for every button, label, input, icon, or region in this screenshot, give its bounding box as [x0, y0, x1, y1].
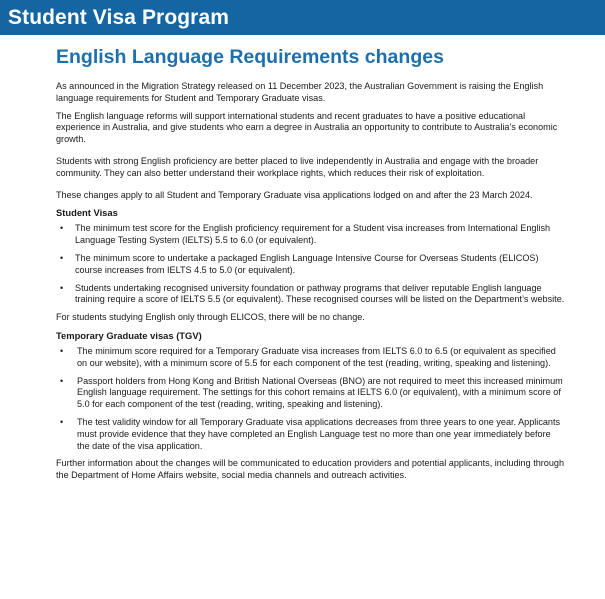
intro-paragraph-2: The English language reforms will support international students and recent graduates to have a positive educational experience in Australia, and give students who earn a degree in Australia an opportunity to contribute to Australia’s economic growth. [56, 110, 558, 145]
list-item [56, 346, 565, 370]
list-item [56, 376, 565, 411]
intro-paragraph-1: As announced in the Migration Strategy released on 11 December 2023, the Australian Government is raising the English language requirements for Student and Temporary Graduate visas. [56, 81, 544, 103]
list-item-text: The test validity window for all Temporary Graduate visa applications decreases from three years to one year. Applicants must provide evidence that they have completed an English Language test no more than one year immediately before the date of the visa application. [77, 416, 561, 451]
banner-title: Student Visa Program [8, 5, 230, 29]
bullet-icon: • [60, 416, 64, 427]
bullet-icon: • [60, 375, 64, 386]
list-item [56, 253, 565, 277]
footer-paragraph: Further information about the changes will be communicated to education providers and potential applicants, including through the Department of Home Affairs website, social media channels and outreach activities. [56, 458, 565, 481]
tgv-heading: Temporary Graduate visas (TGV) [56, 329, 202, 341]
intro-paragraph-4: These changes apply to all Student and Temporary Graduate visa applications lodged on and after the 23 March 2024. [56, 189, 533, 200]
student-visas-list [56, 223, 565, 306]
list-item [56, 283, 565, 307]
bullet-icon: • [60, 223, 64, 234]
document-body [0, 46, 605, 482]
bullet-icon: • [60, 345, 64, 356]
student-visas-heading: Student Visas [56, 207, 118, 219]
header-banner [0, 0, 605, 35]
tgv-list [56, 346, 565, 452]
intro-paragraph-3: Students with strong English proficiency are better placed to live independently in Australia and engage with the broader community. They can also better understand their workplace rights, which reduces their risk of exploitation. [56, 155, 539, 178]
elicos-note: For students studying English only through ELICOS, there will be no change. [56, 312, 365, 323]
page-title: English Language Requirements changes [56, 46, 444, 68]
list-item-text: The minimum score required for a Temporary Graduate visa increases from IELTS 6.0 to 6.5 (or equivalent as specified on our website), with a minimum score of 5.5 for each component of the test (reading, writing, speaking and listening). [77, 345, 556, 368]
bullet-icon: • [60, 252, 64, 263]
list-item-text: Students undertaking recognised university foundation or pathway programs that deliver reputable English language training require a score of IELTS 5.5 (or equivalent). These recognised courses will be listed on the Department’s website. [75, 282, 565, 305]
list-item-text: The minimum test score for the English proficiency requirement for a Student visa increases from International English Language Testing System (IELTS) 5.5 to 6.0 (or equivalent). [75, 223, 551, 246]
list-item [56, 417, 565, 452]
list-item-text: Passport holders from Hong Kong and British National Overseas (BNO) are not required to meet this increased minimum English language requirement. The settings for this cohort remains at IELTS 6.0 (or equivalent), with a minimum score of 5.0 for each component of the test (reading, writing, speaking and listening). [77, 375, 563, 410]
list-item [56, 223, 565, 247]
list-item-text: The minimum score to undertake a packaged English Language Intensive Course for Overseas Students (ELICOS) course increases from IELTS 4.5 to 5.0 (or equivalent). [75, 252, 539, 275]
bullet-icon: • [60, 282, 64, 293]
